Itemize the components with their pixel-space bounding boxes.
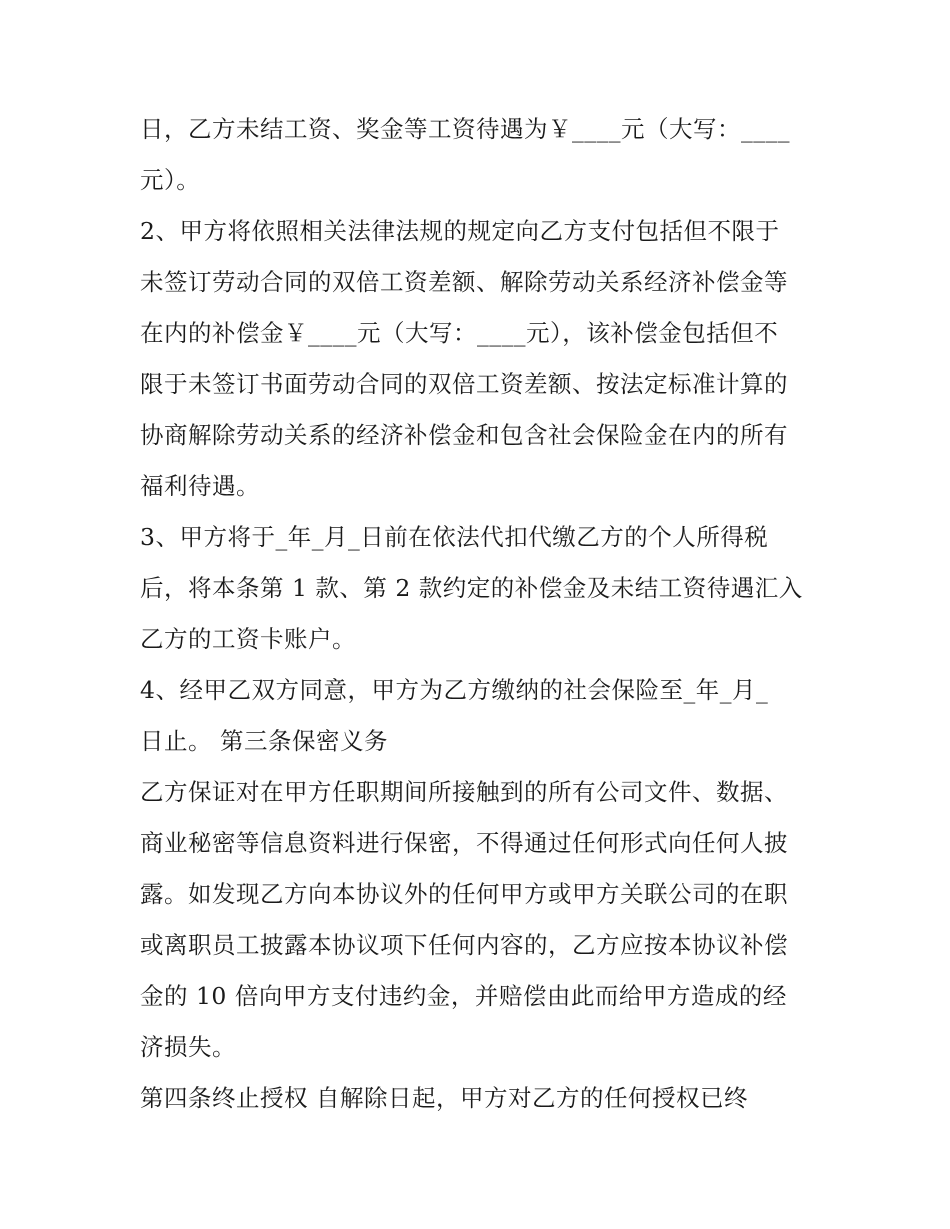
text-line: 济损失。 [140,1033,236,1061]
text-line: 在内的补偿金￥____元（大写：____元），该补偿金包括但不 [140,319,779,347]
text-line: 乙方保证对在甲方任职期间所接触到的所有公司文件、数据、 [140,778,788,806]
text-line: 或离职员工披露本协议项下任何内容的，乙方应按本协议补偿 [140,931,788,959]
text-line: 元）。 [140,166,201,194]
paragraph-clause-4-social-insurance [140,665,820,767]
text-line: 日止。 第三条保密义务 [140,727,388,755]
text-line: 金的 10 倍向甲方支付违约金，并赔偿由此而给甲方造成的经 [140,982,787,1010]
text-line: 协商解除劳动关系的经济补偿金和包含社会保险金在内的所有 [140,421,788,449]
text-line: 商业秘密等信息资料进行保密，不得通过任何形式向任何人披 [140,829,788,857]
text-line: 2、甲方将依照相关法律法规的规定向乙方支付包括但不限于 [140,217,780,245]
text-line: 日，乙方未结工资、奖金等工资待遇为￥____元（大写：____ [140,115,790,143]
paragraph-clause-2-compensation [140,206,820,512]
text-line: 4、经甲乙双方同意，甲方为乙方缴纳的社会保险至_年_月_ [140,676,769,704]
text-line: 福利待遇。 [140,472,260,500]
text-line: 第四条终止授权 自解除日起，甲方对乙方的任何授权已终 [140,1084,748,1112]
text-line: 乙方的工资卡账户。 [140,625,356,653]
text-line: 3、甲方将于_年_月_日前在依法代扣代缴乙方的个人所得税 [140,523,769,551]
text-line: 限于未签订书面劳动合同的双倍工资差额、按法定标准计算的 [140,370,788,398]
paragraph-termination-of-authorization [140,1073,820,1124]
text-line: 未签订劳动合同的双倍工资差额、解除劳动关系经济补偿金等 [140,268,788,296]
document-body [140,104,820,1124]
text-line: 露。如发现乙方向本协议外的任何甲方或甲方关联公司的在职 [140,880,788,908]
paragraph-clause-3-payment [140,512,820,665]
paragraph-confidentiality [140,767,820,1073]
paragraph-unpaid-wages [140,104,820,206]
text-line: 后，将本条第 1 款、第 2 款约定的补偿金及未结工资待遇汇入 [140,574,803,602]
